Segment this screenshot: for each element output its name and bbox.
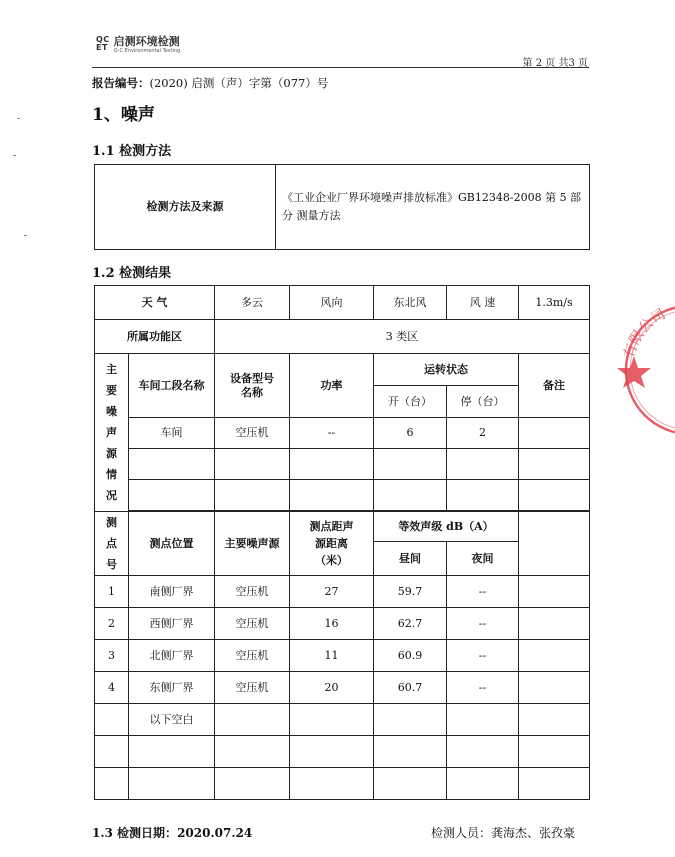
source-power: -- [290, 418, 374, 449]
report-number-label: 报告编号： [92, 76, 150, 90]
on-header: 开（台） [374, 386, 447, 418]
table-row [95, 768, 590, 800]
page-number: 第 2 页 共3 页 [522, 58, 588, 69]
power-header: 功率 [290, 354, 374, 418]
main-source-header: 主要噪声源 [215, 512, 290, 576]
zone-value: 3 类区 [215, 320, 590, 354]
test-date-value: 2020.07.24 [177, 826, 253, 840]
company-seal [614, 302, 675, 438]
test-staff [431, 824, 575, 841]
device-header: 设备型号 名称 [215, 354, 290, 418]
method-table [94, 164, 590, 250]
logo-chinese-name: 启测环境检测 [113, 35, 180, 48]
status-header: 运转状态 [374, 354, 519, 386]
method-label: 检测方法及来源 [95, 165, 276, 250]
test-date-label: 1.3 检测日期： [92, 826, 178, 840]
table-row: 4 东侧厂界 空压机 20 60.7 -- [95, 672, 590, 704]
source-row [95, 418, 590, 449]
table-row [95, 736, 590, 768]
source-remark [519, 418, 590, 449]
source-workshop: 车间 [129, 418, 215, 449]
position-header: 测点位置 [129, 512, 215, 576]
day-header: 昼间 [374, 542, 447, 576]
test-staff-label: 检测人员： [430, 826, 491, 840]
distance-header: 测点距声 源距离 （米） [290, 512, 374, 576]
zone-row [95, 320, 590, 354]
report-number-value: (2020) 启测（声）字第（077）号 [149, 76, 329, 90]
company-logo [96, 36, 180, 54]
zone-label: 所属功能区 [95, 320, 215, 354]
wind-speed-label: 风 速 [447, 286, 519, 320]
test-date [92, 824, 252, 841]
wind-direction-value: 东北风 [374, 286, 447, 320]
blank-note-row [95, 704, 590, 736]
seal-text: 有限公司 [621, 306, 669, 361]
point-header-row [95, 512, 590, 542]
table-row: 1 南侧厂界 空压机 27 59.7 -- [95, 576, 590, 608]
report-number [92, 75, 328, 91]
weather-label: 天 气 [95, 286, 215, 320]
source-off-count: 2 [447, 418, 519, 449]
source-header-row [95, 354, 590, 386]
table-row: 2 西侧厂界 空压机 16 62.7 -- [95, 608, 590, 640]
weather-row [95, 286, 590, 320]
weather-value: 多云 [215, 286, 290, 320]
source-empty-row [95, 480, 590, 511]
off-header: 停（台） [447, 386, 519, 418]
table-row: 3 北侧厂界 空压机 11 60.9 -- [95, 640, 590, 672]
section-title: 1、噪声 [92, 105, 155, 125]
workshop-header: 车间工段名称 [129, 354, 215, 418]
method-source: 《工业企业厂界环境噪声排放标准》GB12348-2008 第 5 部分 测量方法 [276, 165, 590, 250]
wind-speed-value: 1.3m/s [519, 286, 590, 320]
source-empty-row [95, 449, 590, 480]
level-header: 等效声级 dB（A） [374, 512, 519, 542]
night-header: 夜间 [447, 542, 519, 576]
seal-star-icon [617, 356, 651, 388]
wind-direction-label: 风向 [290, 286, 374, 320]
remark-header: 备注 [519, 354, 590, 418]
source-on-count: 6 [374, 418, 447, 449]
results-table [94, 285, 590, 800]
blank-note: 以下空白 [129, 704, 215, 736]
source-section-label: 主 要 噪 声 源 情 况 [95, 354, 129, 512]
method-heading: 1.1 检测方法 [92, 144, 172, 159]
source-device: 空压机 [215, 418, 290, 449]
point-number-header: 测 点 号 [95, 512, 129, 576]
logo-mark: QC ET [96, 35, 110, 52]
results-heading: 1.2 检测结果 [92, 266, 172, 281]
test-staff-value: 龚海杰、张孜豪 [490, 826, 575, 840]
logo-english-name: Q-C Environmental Testing [113, 48, 181, 54]
header-divider [92, 67, 589, 68]
